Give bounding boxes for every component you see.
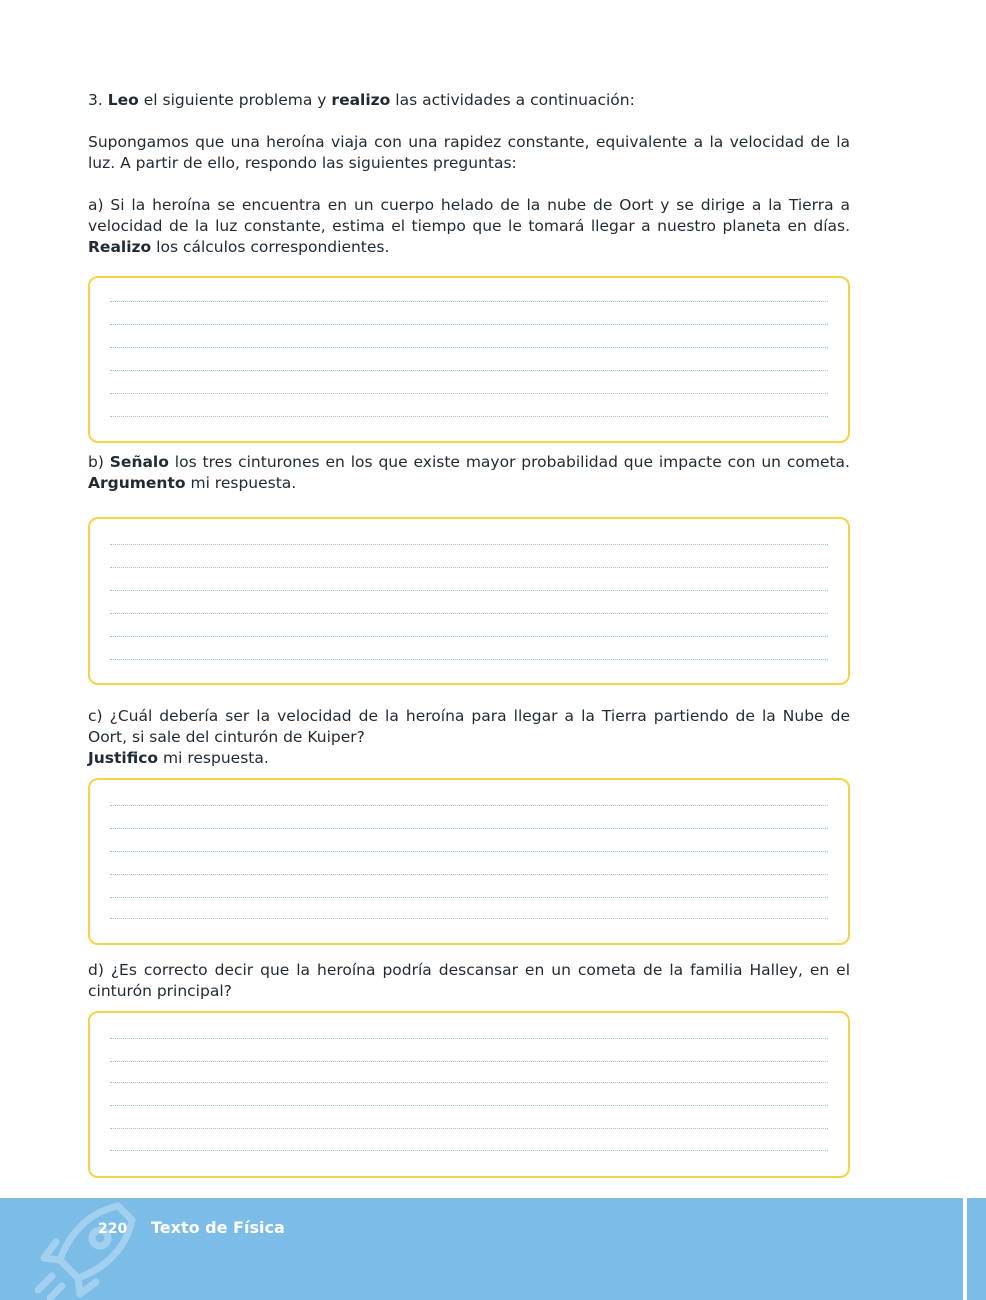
answer-box-b[interactable] — [88, 517, 850, 685]
rocket-icon — [30, 1198, 140, 1300]
question-b-bold2: Argumento — [88, 474, 186, 492]
answer-line — [110, 874, 828, 875]
page-number: 220 — [98, 1221, 128, 1237]
answer-line — [110, 1150, 828, 1151]
answer-line — [110, 805, 828, 806]
intro-end: las actividades a continuación: — [395, 91, 635, 109]
question-c-rest: mi respuesta. — [163, 749, 269, 767]
answer-line — [110, 590, 828, 591]
footer-edge-strip — [963, 1198, 967, 1300]
answer-line — [110, 1038, 828, 1039]
activity-number: 3. — [88, 91, 103, 109]
answer-line — [110, 1061, 828, 1062]
question-c-text: c) ¿Cuál debería ser la velocidad de la heroína para llegar a la Tierra partiendo de la Nube de Oort, si sale del cinturón de Kuiper? — [88, 707, 850, 746]
answer-box-c[interactable] — [88, 778, 850, 945]
answer-line — [110, 567, 828, 568]
answer-box-d[interactable] — [88, 1011, 850, 1178]
answer-line — [110, 416, 828, 417]
question-c-bold: Justifico — [88, 749, 159, 767]
answer-line — [110, 851, 828, 852]
question-a — [88, 195, 850, 258]
answer-line — [110, 897, 828, 898]
answer-line — [110, 636, 828, 637]
question-a-text: a) Si la heroína se encuentra en un cuerpo helado de la nube de Oort y se dirige a la Tierra a velocidad de la luz constante, estima el tiempo que le tomará llegar a nuestro planeta en días. — [88, 196, 850, 235]
answer-line — [110, 828, 828, 829]
question-b — [88, 452, 850, 494]
answer-line — [110, 324, 828, 325]
answer-line — [110, 613, 828, 614]
intro-verb-realizo: realizo — [331, 91, 391, 109]
question-d: d) ¿Es correcto decir que la heroína podría descansar en un cometa de la familia Halley, en el cinturón principal? — [88, 961, 850, 1000]
intro-verb-leo: Leo — [107, 91, 139, 109]
answer-line — [110, 1105, 828, 1106]
question-a-bold: Realizo — [88, 238, 152, 256]
question-a-rest: los cálculos correspondientes. — [156, 238, 390, 256]
answer-line — [110, 1082, 828, 1083]
question-b-prefix: b) — [88, 453, 104, 471]
answer-line — [110, 301, 828, 302]
page-footer — [0, 1198, 986, 1300]
book-title: Texto de Física — [151, 1218, 285, 1237]
question-b-text: los tres cinturones en los que existe mayor probabilidad que impacte con un cometa. — [174, 453, 850, 471]
answer-box-a[interactable] — [88, 276, 850, 443]
answer-line — [110, 347, 828, 348]
activity-intro — [88, 90, 850, 111]
answer-line — [110, 1128, 828, 1129]
scenario-paragraph: Supongamos que una heroína viaja con una rapidez constante, equivalente a la velocidad de la luz. A partir de ello, respondo las siguientes preguntas: — [88, 133, 850, 172]
question-b-rest: mi respuesta. — [190, 474, 297, 492]
answer-line — [110, 370, 828, 371]
answer-line — [110, 659, 828, 660]
intro-mid: el siguiente problema y — [143, 91, 327, 109]
answer-line — [110, 918, 828, 919]
answer-line — [110, 393, 828, 394]
answer-line — [110, 544, 828, 545]
question-b-bold1: Señalo — [109, 453, 169, 471]
question-c — [88, 706, 850, 769]
